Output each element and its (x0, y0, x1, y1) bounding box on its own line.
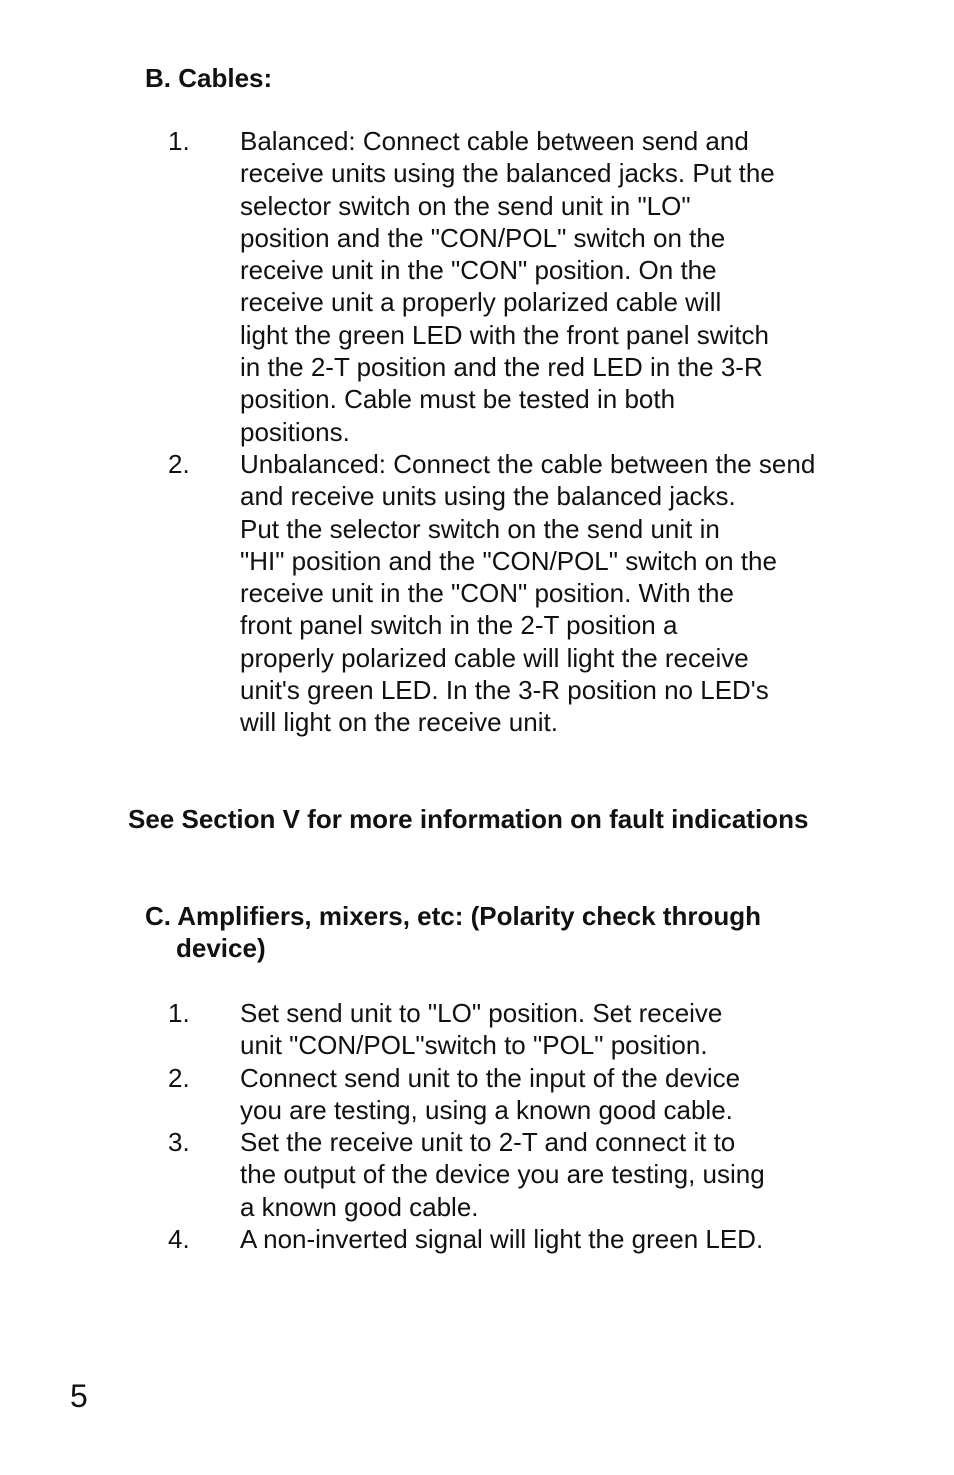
text-line: you are testing, using a known good cable. (240, 1095, 733, 1126)
item-b1-number: 1. (168, 126, 190, 156)
item-c3-text (240, 1126, 765, 1223)
text-line: Connect send unit to the input of the device (240, 1063, 741, 1093)
text-line: Put the selector switch on the send unit in (240, 513, 720, 544)
text-line: properly polarized cable will light the receive (240, 642, 749, 673)
item-b1-text (240, 125, 775, 448)
text-line: receive unit in the "CON" position. With the (240, 578, 734, 609)
text-line: front panel switch in the 2-T position a (240, 610, 678, 641)
text-line: selector switch on the send unit in "LO" (240, 190, 691, 221)
item-c1-text (240, 997, 722, 1062)
section-b-heading: B. Cables: (145, 63, 273, 93)
text-line: unit's green LED. In the 3-R position no LED's (240, 675, 769, 706)
text-line: will light on the receive unit. (240, 707, 558, 738)
text-line: Balanced: Connect cable between send and (240, 126, 749, 156)
item-c4-text (240, 1223, 763, 1255)
item-c2-number: 2. (168, 1063, 190, 1093)
section-c-heading: C. Amplifiers, mixers, etc: (Polarity check through (145, 901, 761, 931)
text-line: position. Cable must be tested in both (240, 384, 676, 415)
text-line: A non-inverted signal will light the green LED. (240, 1224, 764, 1254)
item-b2-number: 2. (168, 449, 190, 479)
text-line: Set send unit to "LO" position. Set receive (240, 998, 723, 1028)
item-c1-number: 1. (168, 998, 190, 1028)
text-line: light the green LED with the front panel switch (240, 319, 769, 350)
text-line: in the 2-T position and the red LED in the 3-R (240, 352, 763, 383)
text-line: position and the "CON/POL" switch on the (240, 222, 726, 253)
item-b2-text (240, 448, 815, 739)
text-line: Unbalanced: Connect the cable between the send (240, 449, 816, 479)
text-line: a known good cable. (240, 1191, 479, 1222)
item-c4-number: 4. (168, 1224, 190, 1254)
text-line: unit "CON/POL"switch to "POL" position. (240, 1030, 708, 1061)
text-line: receive unit in the "CON" position. On the (240, 255, 717, 286)
item-c3-number: 3. (168, 1127, 190, 1157)
text-line: receive units using the balanced jacks. Put the (240, 158, 775, 189)
item-c2-text (240, 1062, 740, 1127)
text-line: "HI" position and the "CON/POL" switch on the (240, 545, 777, 576)
section-c-heading-continued: device) (176, 933, 266, 963)
text-line: the output of the device you are testing, using (240, 1159, 765, 1190)
fault-indications-note: See Section V for more information on fault indications (128, 804, 809, 834)
text-line: receive unit a properly polarized cable will (240, 287, 722, 318)
text-line: positions. (240, 416, 350, 447)
text-line: Set the receive unit to 2-T and connect it to (240, 1127, 736, 1157)
page-number: 5 (70, 1378, 88, 1414)
text-line: and receive units using the balanced jacks. (240, 481, 736, 512)
